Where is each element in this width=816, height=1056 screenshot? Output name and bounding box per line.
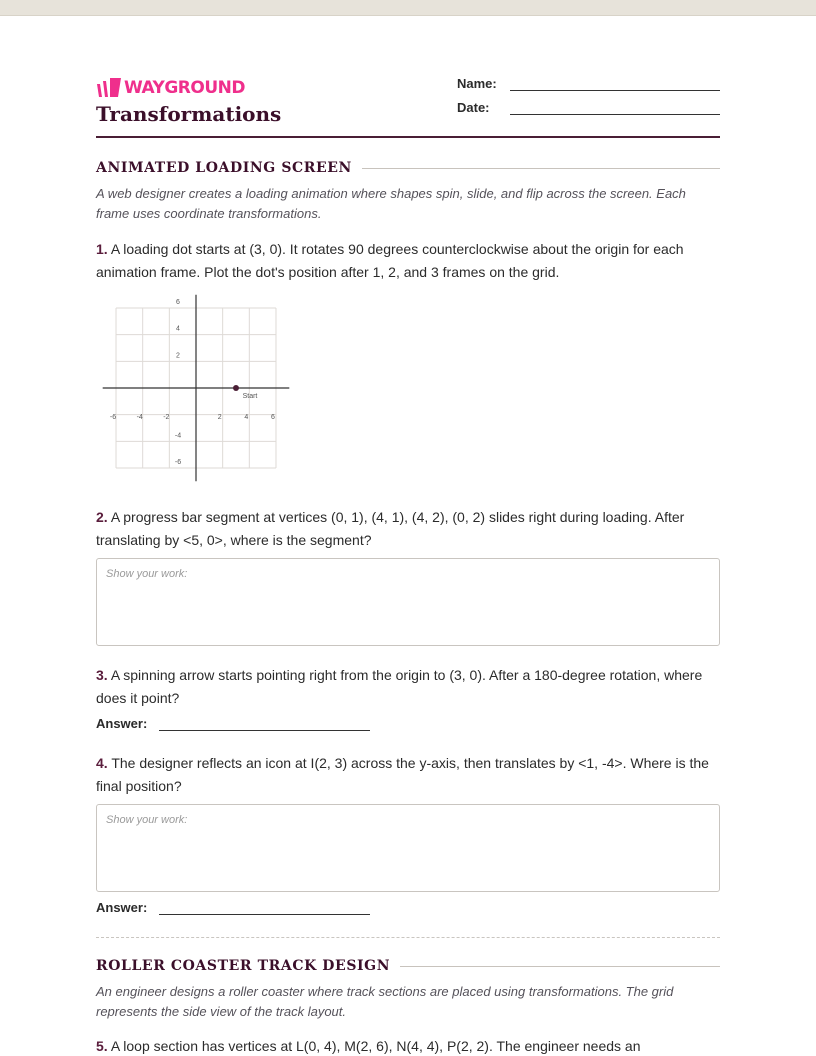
question-number: 4. (96, 755, 108, 771)
answer-label: Answer: (96, 716, 148, 731)
x-tick-label: -2 (163, 414, 170, 421)
top-band (0, 0, 816, 16)
question-number: 1. (96, 241, 108, 257)
x-tick-label: -4 (136, 414, 143, 421)
answer-field[interactable] (96, 900, 370, 915)
brand-name: WAYGROUND (124, 78, 245, 98)
name-line[interactable] (510, 77, 720, 91)
question-2 (96, 506, 720, 552)
x-tick-label: 4 (244, 414, 249, 421)
date-label: Date: (457, 100, 490, 115)
question-1 (96, 238, 720, 284)
start-point-label: Start (242, 393, 258, 400)
date-field[interactable] (457, 100, 720, 115)
question-text: The designer reflects an icon at I(2, 3) across the y-axis, then translates by <1, -4>. Where is the final position? (96, 755, 709, 794)
work-box[interactable] (96, 804, 720, 892)
question-text: A progress bar segment at vertices (0, 1), (4, 1), (4, 2), (0, 2) slides right during loading. After translating by <5, 0>, where is the segment? (96, 509, 685, 548)
work-box[interactable] (96, 558, 720, 646)
question-number: 5. (96, 1038, 108, 1054)
y-tick-label: 6 (176, 299, 180, 307)
y-tick-label: -4 (174, 432, 182, 440)
question-text: A loading dot starts at (3, 0). It rotates 90 degrees counterclockwise about the origin for each animation frame. Plot the dot's position after 1, 2, and 3 frames on the grid. (96, 241, 684, 280)
question-3 (96, 664, 720, 710)
section-heading-loading-screen (96, 160, 720, 176)
y-tick-label: 4 (176, 325, 180, 333)
x-tick-label: 2 (217, 414, 222, 421)
work-placeholder: Show your work: (106, 568, 188, 580)
y-tick-label: -6 (174, 458, 182, 466)
question-text: A loop section has vertices at L(0, 4), M(2, 6), N(4, 4), P(2, 2). The engineer needs an (110, 1038, 641, 1054)
section-rule (362, 168, 720, 169)
section-divider (96, 937, 720, 938)
name-label: Name: (457, 76, 497, 91)
question-5 (96, 1035, 720, 1056)
worksheet-header (96, 16, 720, 138)
section-title: ANIMATED LOADING SCREEN (96, 160, 352, 176)
section-description: A web designer creates a loading animation where shapes spin, slide, and flip across the screen. Each frame uses coordinate transformations. (96, 186, 686, 221)
x-tick-label: -6 (109, 414, 117, 421)
worksheet-page (96, 16, 720, 1054)
answer-line[interactable] (159, 717, 370, 731)
answer-line[interactable] (159, 901, 370, 915)
question-text: A spinning arrow starts pointing right from the origin to (3, 0). After a 180-degree rotation, where does it point? (96, 667, 703, 706)
y-tick-label: 2 (176, 352, 180, 360)
section-rule (400, 966, 720, 967)
answer-label: Answer: (96, 900, 148, 915)
start-point (233, 385, 239, 391)
wayground-logo-icon (96, 78, 122, 98)
brand-logo (96, 78, 245, 98)
answer-field[interactable] (96, 716, 370, 731)
date-line[interactable] (510, 101, 720, 115)
question-4 (96, 752, 720, 798)
coordinate-grid[interactable] (100, 293, 296, 493)
question-number: 3. (96, 667, 108, 683)
x-tick-label: 6 (271, 414, 275, 421)
question-number: 2. (96, 509, 108, 525)
work-placeholder: Show your work: (106, 814, 188, 826)
section-heading-roller-coaster (96, 958, 720, 974)
section-description: An engineer designs a roller coaster where track sections are placed using transformations. The grid represents the side view of the track layout. (96, 984, 674, 1019)
worksheet-title: Transformations (96, 102, 282, 126)
section-title: ROLLER COASTER TRACK DESIGN (96, 958, 391, 974)
name-field[interactable] (457, 76, 720, 91)
